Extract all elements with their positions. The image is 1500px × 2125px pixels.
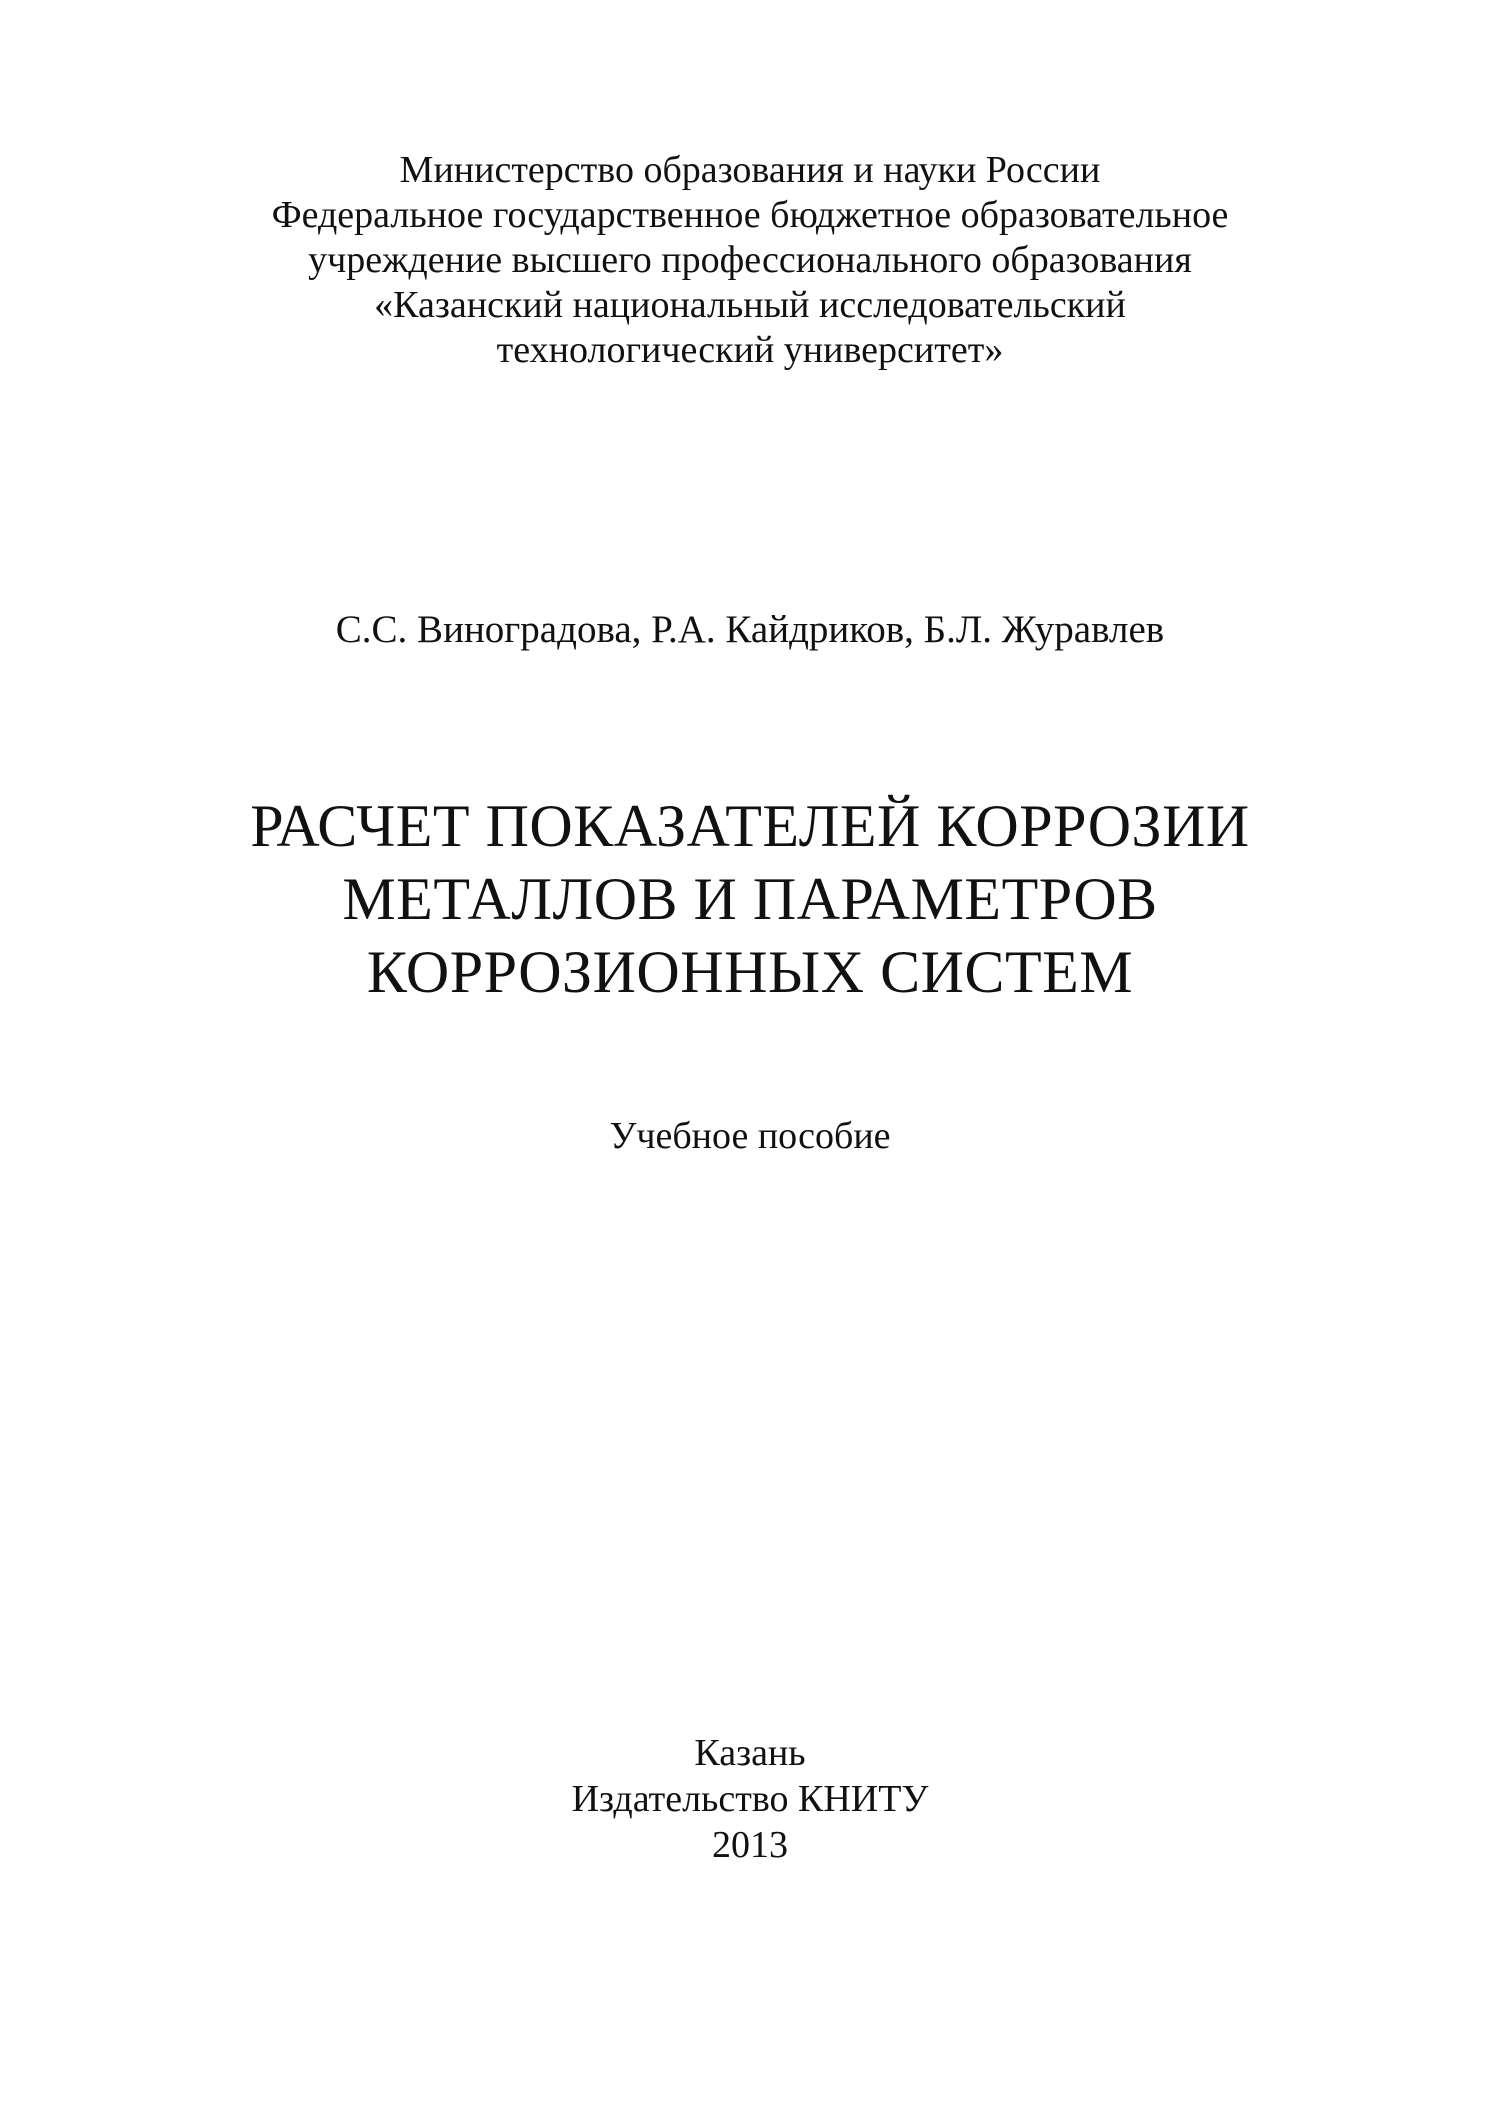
imprint-city: Казань <box>694 1732 806 1774</box>
book-title-line-3: КОРРОЗИОННЫХ СИСТЕМ <box>366 939 1134 1005</box>
institution-line-education: учреждение высшего профессионального образования <box>308 239 1192 281</box>
imprint-publisher: Издательство КНИТУ <box>571 1778 929 1820</box>
book-title-line-2: МЕТАЛЛОВ И ПАРАМЕТРОВ <box>342 866 1158 932</box>
imprint <box>0 1730 1500 1868</box>
institution-line-federal: Федеральное государственное бюджетное образовательное <box>271 194 1229 236</box>
authors: С.С. Виноградова, Р.А. Кайдриков, Б.Л. Журавлев <box>335 608 1165 651</box>
institution-line-university-name: «Казанский национальный исследовательский <box>374 284 1126 326</box>
book-subtitle: Учебное пособие <box>609 1115 891 1157</box>
book-title <box>0 790 1500 1009</box>
imprint-year: 2013 <box>712 1824 788 1866</box>
institution-line-university-type: технологический университет» <box>496 329 1004 371</box>
institution-header <box>0 148 1500 373</box>
book-title-line-1: РАСЧЕТ ПОКАЗАТЕЛЕЙ КОРРОЗИИ <box>250 793 1250 859</box>
institution-line-ministry: Министерство образования и науки России <box>399 149 1101 191</box>
